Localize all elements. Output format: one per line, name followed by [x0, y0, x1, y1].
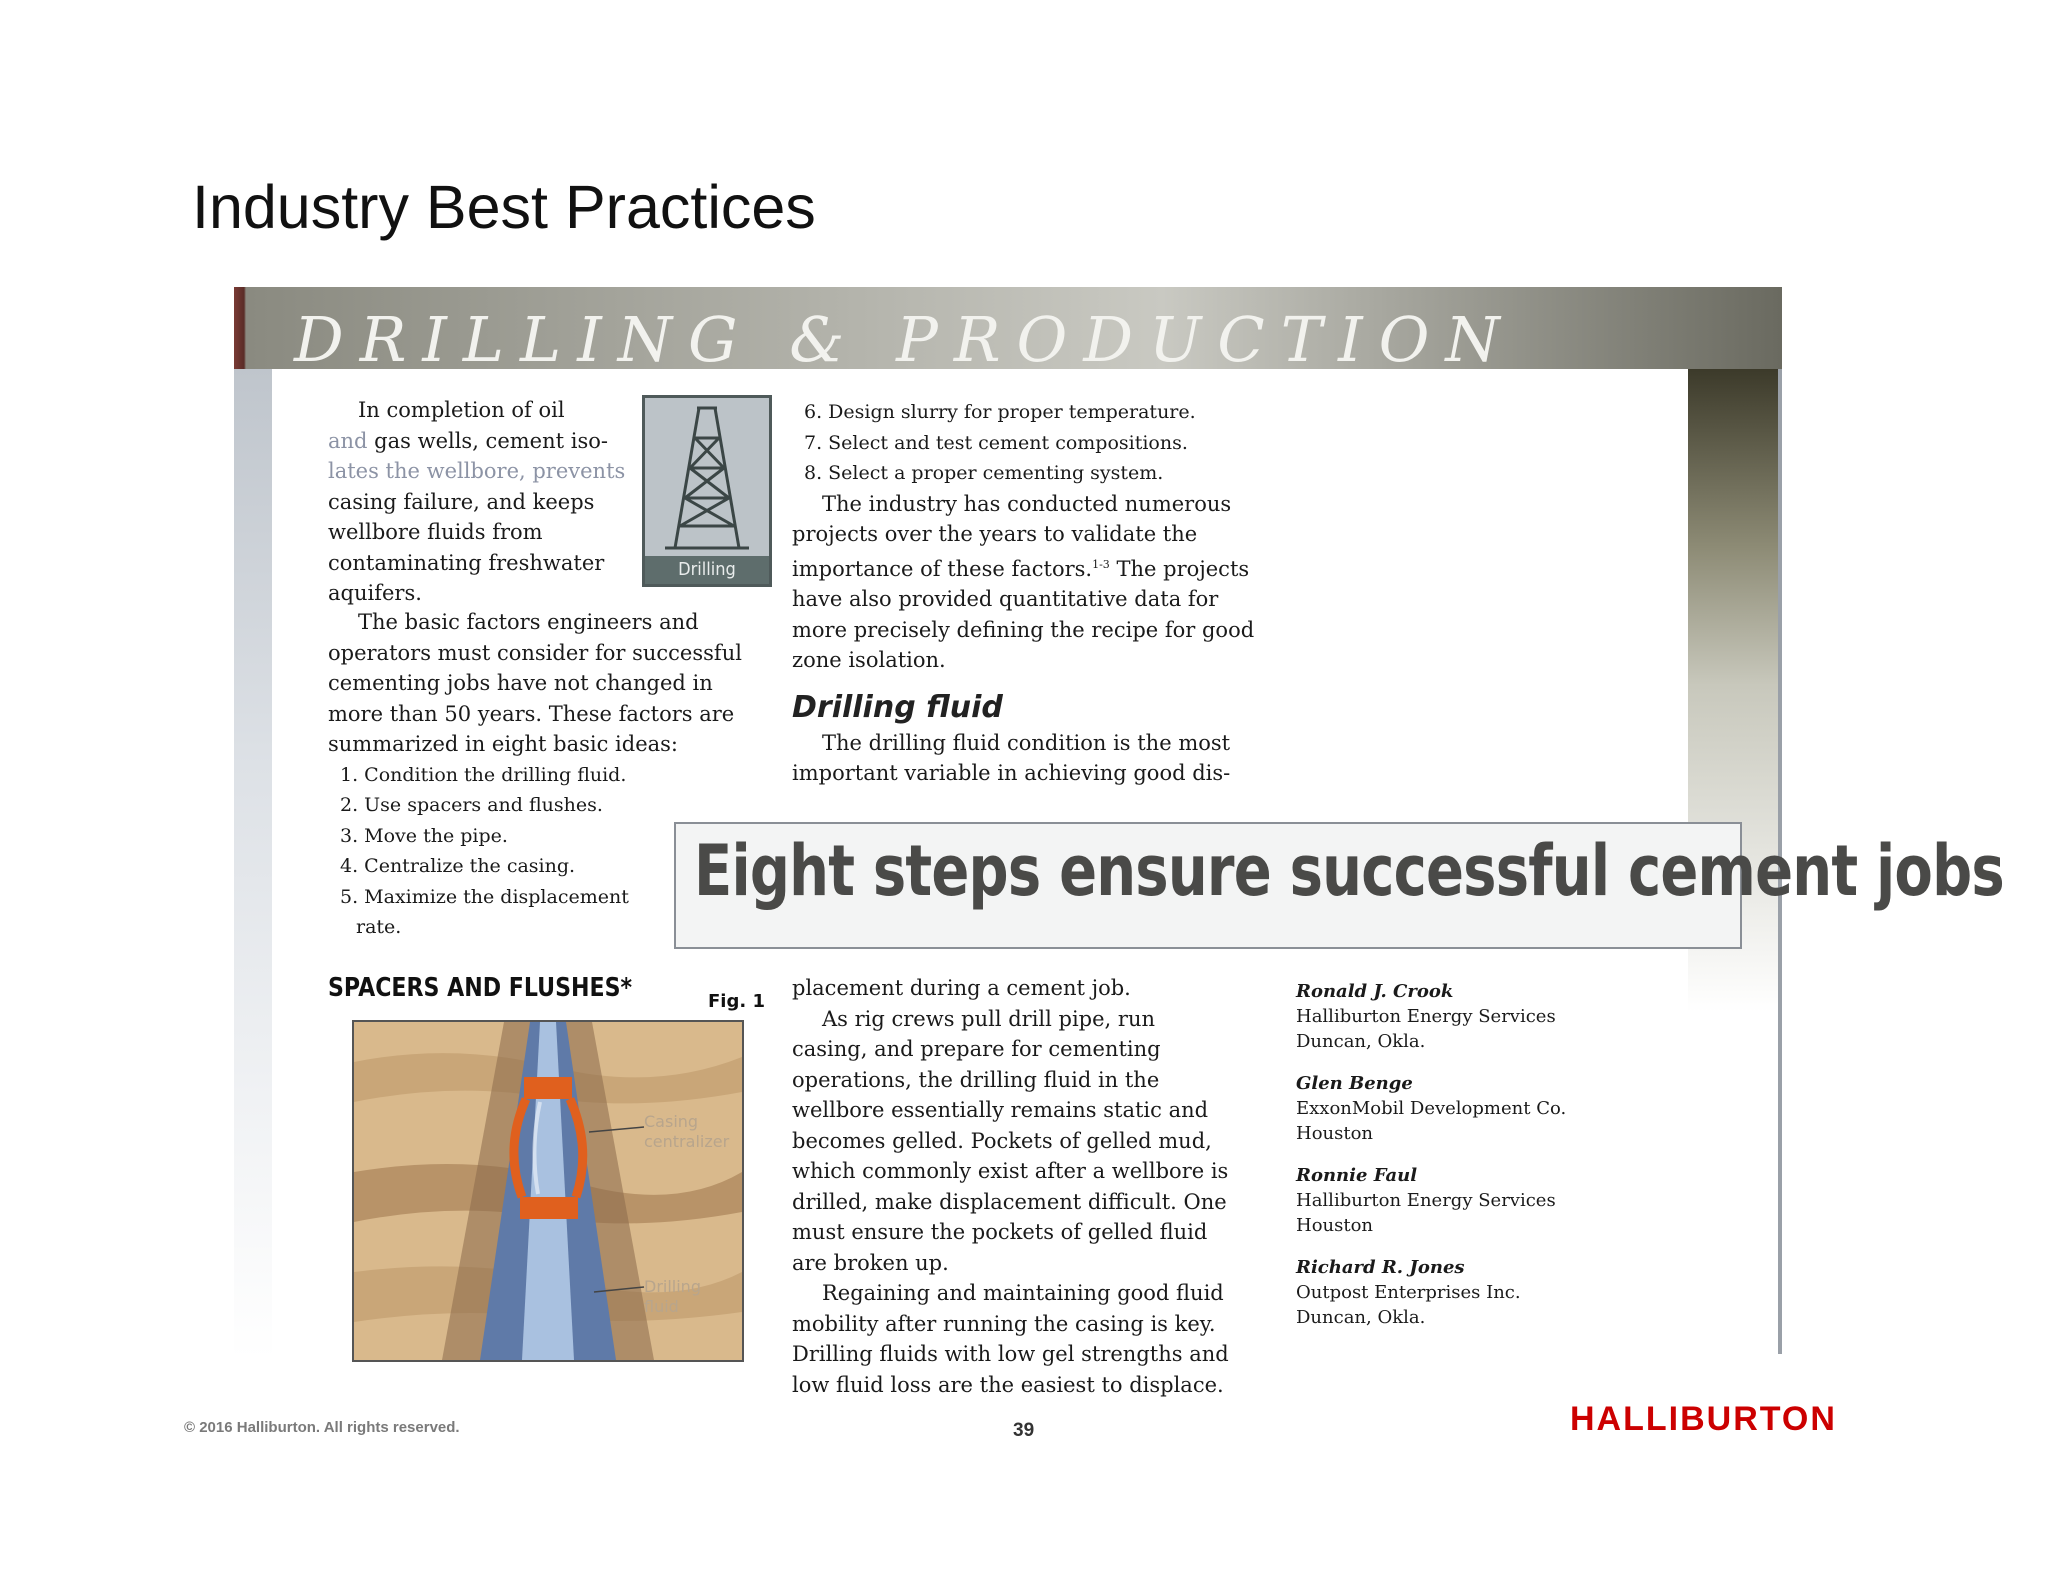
list-item: 8. Select a proper cementing system.: [804, 462, 1164, 484]
page-number: 39: [1013, 1420, 1035, 1441]
left-shade: [234, 369, 272, 1359]
copyright-notice: © 2016 Halliburton. All rights reserved.: [184, 1419, 460, 1436]
mid-para2: As rig crews pull drill pipe, run casing, and prepare for cementing operations, the drilling fluid in the wellbore essentially remains static and becomes gelled. Pockets of gelled mud, which commonly exist after a wellbore is drilled, make displacement difficult. One must ensure the pockets of gelled fluid are broken up.: [792, 1006, 1229, 1275]
list-item: rate.: [356, 916, 402, 938]
label-line: Casing: [644, 1112, 699, 1131]
author-location: Houston: [1296, 1215, 1374, 1236]
intro-rest: casing failure, and keeps wellbore fluids from contaminating freshwater aquifers.: [328, 489, 605, 605]
basic-factors-para: The basic factors engineers and operators must consider for successful cementing jobs have not changed in more than 50 years. These factors are summarized in eight basic ideas:: [328, 610, 742, 756]
drilling-label: Drilling: [645, 556, 769, 584]
derrick-icon: [645, 398, 769, 556]
right-column-top: [792, 397, 1262, 789]
author-entry: [1296, 979, 1596, 1054]
article-banner: [234, 287, 1782, 376]
author-location: Duncan, Okla.: [1296, 1031, 1426, 1052]
figure-title: SPACERS AND FLUSHES*: [328, 973, 633, 1003]
intro-line2: [328, 426, 628, 457]
banner-title: DRILLING & PRODUCTION: [294, 303, 1516, 376]
article-scan: [234, 287, 2004, 1397]
fluid-para: The drilling fluid condition is the most important variable in achieving good dis-: [792, 730, 1231, 785]
list-item: 2. Use spacers and flushes.: [340, 794, 603, 816]
author-entry: [1296, 1071, 1596, 1146]
author-name: Glen Benge: [1296, 1073, 1413, 1094]
author-entry: [1296, 1255, 1596, 1330]
label-line: fluid: [644, 1297, 679, 1316]
industry-para: [792, 489, 1262, 676]
label-line: centralizer: [644, 1132, 730, 1151]
headline-box: [674, 822, 2004, 949]
author-name: Richard R. Jones: [1296, 1257, 1465, 1278]
left-column: [328, 395, 628, 609]
list-item: 6. Design slurry for proper temperature.: [804, 401, 1196, 423]
author-org: Halliburton Energy Services: [1296, 1190, 1556, 1211]
list-item: 3. Move the pipe.: [340, 824, 508, 847]
list-item: 1. Condition the drilling fluid.: [340, 763, 627, 786]
label-line: Drilling: [644, 1277, 701, 1296]
author-org: ExxonMobil Development Co.: [1296, 1098, 1567, 1119]
author-entry: [1296, 1163, 1596, 1238]
author-name: Ronald J. Crook: [1296, 981, 1454, 1002]
mid-para3: Regaining and maintaining good fluid mobility after running the casing is key. Drilling fluids with low gel strengths and low fluid loss are the easiest to displace.: [792, 1281, 1229, 1397]
citation: 1-3: [1092, 557, 1110, 571]
casing-centralizer-label: [644, 1112, 729, 1152]
drilling-fluid-subhead: Drilling fluid: [792, 689, 1003, 725]
author-name: Ronnie Faul: [1296, 1165, 1418, 1186]
list-item: 5. Maximize the displacement: [340, 885, 629, 908]
industry-text-2: The projects have also provided quantitative data for more precisely defining the recipe for good zone isolation.: [792, 556, 1255, 672]
intro-faded2: lates the wellbore, prevents: [328, 459, 626, 483]
industry-text: The industry has conducted numerous projects over the years to validate the importance of these factors.: [792, 491, 1232, 581]
mid-para1: placement during a cement job.: [792, 976, 1131, 1000]
middle-column-lower: [792, 973, 1232, 1400]
author-org: Halliburton Energy Services: [1296, 1006, 1556, 1027]
intro-faded1: and: [328, 428, 368, 453]
drilling-rig-icon: [642, 395, 772, 587]
author-location: Houston: [1296, 1123, 1374, 1144]
steps-right-list: [792, 397, 1262, 489]
author-list: [1296, 979, 1596, 1347]
article-headline: Eight steps ensure successful cement jobs: [694, 830, 2004, 912]
intro-line1: In completion of oil: [358, 398, 565, 422]
drilling-fluid-label: [644, 1277, 701, 1317]
halliburton-logo: HALLIBURTON: [1570, 1400, 1837, 1438]
author-org: Outpost Enterprises Inc.: [1296, 1282, 1521, 1303]
intro-line2-text: gas wells, cement iso-: [367, 428, 608, 453]
wellbore-figure: [352, 1020, 744, 1362]
list-item: 7. Select and test cement compositions.: [804, 431, 1188, 454]
figure-number: Fig. 1: [708, 991, 765, 1012]
author-location: Duncan, Okla.: [1296, 1307, 1426, 1328]
slide-title: Industry Best Practices: [192, 173, 816, 241]
list-item: 4. Centralize the casing.: [340, 855, 576, 877]
